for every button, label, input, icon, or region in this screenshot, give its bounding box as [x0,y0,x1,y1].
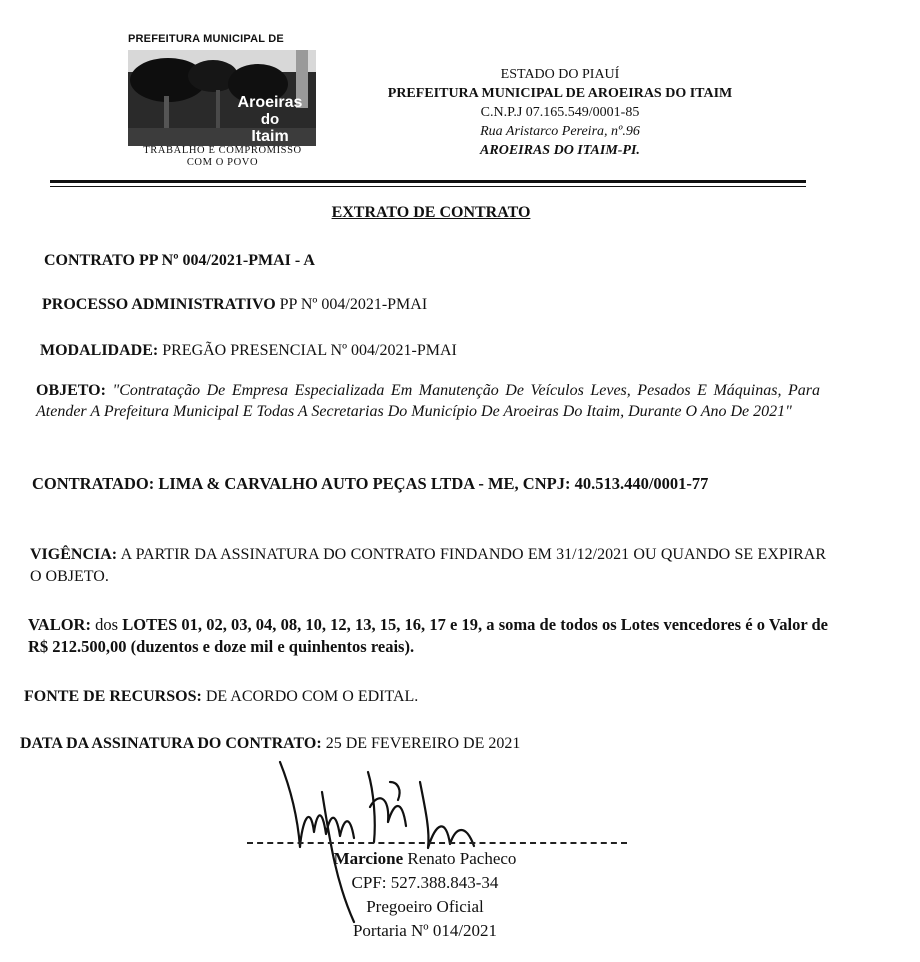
fonte-value: DE ACORDO COM O EDITAL. [201,688,419,705]
header-prefeitura: PREFEITURA MUNICIPAL DE AROEIRAS DO ITAIM [387,86,733,101]
valor-label: VALOR: [28,615,91,634]
validity [30,544,826,588]
signatory-name [280,848,570,870]
signature-date [20,733,520,754]
signatory-rest-name: Renato Pacheco [403,849,517,868]
data-assinatura-label: DATA DA ASSINATURA DO CONTRATO: [20,735,322,752]
modalidade-value: PREGÃO PRESENCIAL Nº 004/2021-PMAI [158,342,457,359]
signatory-role: Pregoeiro Oficial [366,897,484,916]
header-divider-thick [50,180,806,183]
logo-name-line3: Itaim [251,128,289,145]
header-address: Rua Aristarco Pereira, nº.96 [480,124,640,139]
valor-value: LOTES 01, 02, 03, 04, 08, 10, 12, 13, 15, 16, 17 e 19, a soma de todos os Lotes vencedores é o Valor de R$ 212.500,00 (duzentos e doze mil e quinhentos reais). [28,615,829,656]
fonte-label: FONTE DE RECURSOS: [24,688,202,705]
data-assinatura-value: 25 DE FEVEREIRO DE 2021 [321,735,521,752]
header-city: AROEIRAS DO ITAIM-PI. [480,143,640,158]
logo-city-name [228,94,312,145]
funding-source [24,686,418,707]
contracted-party: CONTRATADO: LIMA & CARVALHO AUTO PEÇAS LTDA - ME, CNPJ: 40.513.440/0001-77 [32,474,709,493]
signatory-portaria: Portaria Nº 014/2021 [352,921,498,940]
document-title: EXTRATO DE CONTRATO [331,204,531,221]
header-divider-thin [50,186,806,187]
logo-name-line2: do [260,111,280,128]
modality [40,340,457,361]
objeto-label: OBJETO: [36,382,106,399]
logo-top-text: PREFEITURA MUNICIPAL DE [128,33,284,45]
vigencia-value: A PARTIR DA ASSINATURA DO CONTRATO FINDANDO EM 31/12/2021 OU QUANDO SE EXPIRAR O OBJETO. [30,546,826,585]
valor-connector: dos [90,615,123,634]
header-cnpj: C.N.P.J 07.165.549/0001-85 [480,105,640,120]
contract-object [36,380,820,422]
signature-line [247,842,627,844]
contract-value [28,614,828,658]
logo-name-line1: Aroeiras [237,94,303,111]
processo-value: PP Nº 004/2021-PMAI [275,296,428,313]
modalidade-label: MODALIDADE: [40,342,159,359]
header-state: ESTADO DO PIAUÍ [500,67,620,82]
logo-slogan-line2: COM O POVO [186,157,259,168]
contract-number: CONTRATO PP Nº 004/2021-PMAI - A [44,252,315,269]
signatory-cpf: CPF: 527.388.843-34 [351,873,499,892]
logo-slogan-line1: TRABALHO E COMPROMISSO [143,145,302,156]
administrative-process [42,294,427,315]
objeto-value: "Contratação De Empresa Especializada Em Manutenção De Veículos Leves, Pesados E Máquinas, Para Atender A Prefeitura Municipal E Todas A Secretarias Do Município De Aroeiras Do Itaim, Durante O Ano De 2021" [36,382,820,420]
processo-label: PROCESSO ADMINISTRATIVO [42,296,276,313]
vigencia-label: VIGÊNCIA: [30,546,118,563]
municipality-logo [128,50,316,146]
signatory-first-name: Marcione [333,849,404,868]
